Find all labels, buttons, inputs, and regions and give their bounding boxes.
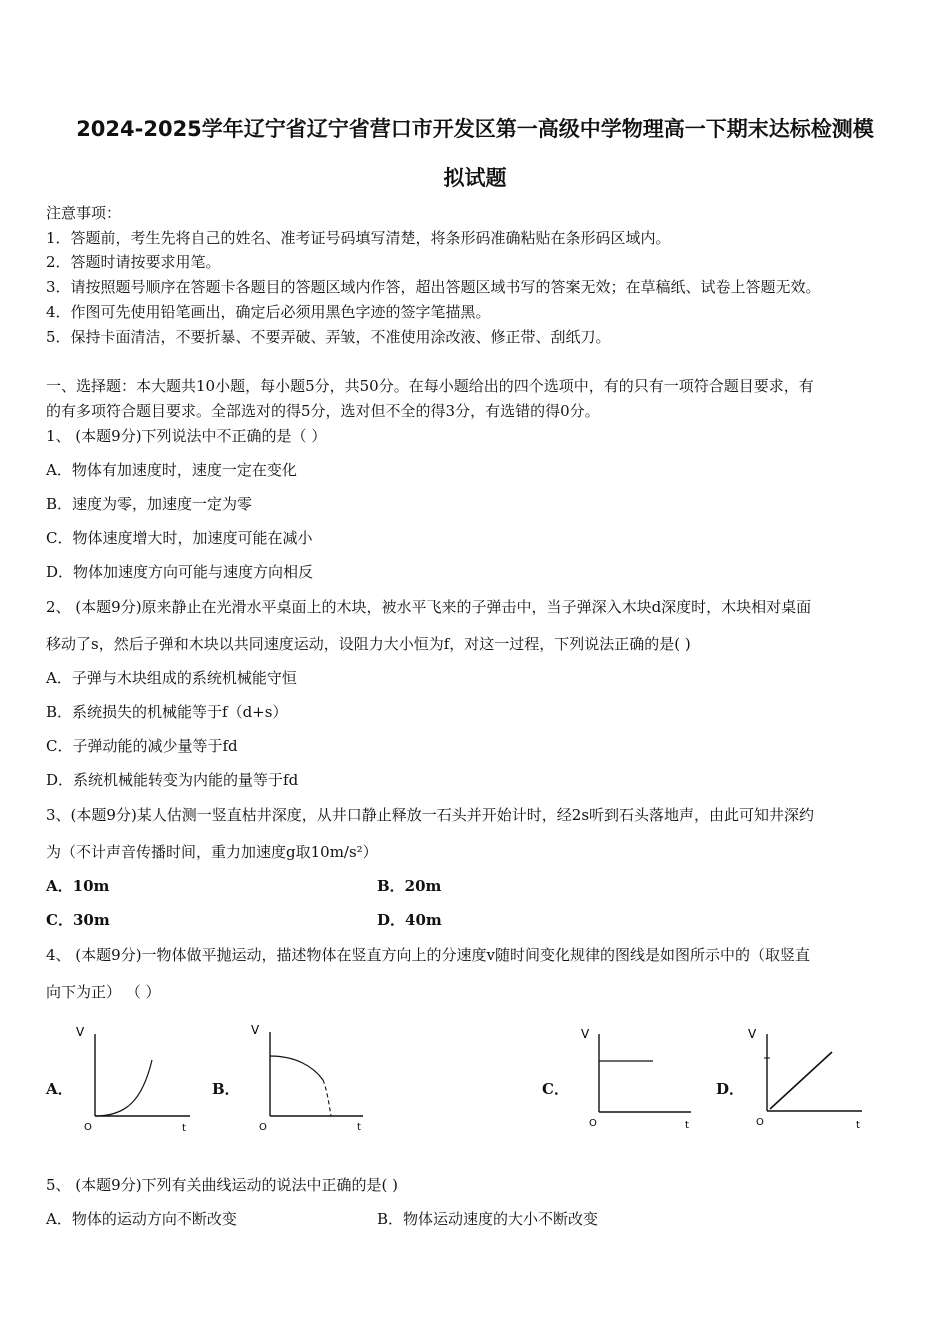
v-label: V	[251, 1023, 260, 1037]
t-label: t	[182, 1123, 186, 1134]
q4-graph-label-d: D．	[716, 1080, 745, 1098]
q2-option-b: B．系统损失的机械能等于f（d+s）	[46, 703, 288, 721]
q4-stem-cont: 向下为正） （ ）	[46, 983, 161, 1001]
t-label: t	[856, 1120, 860, 1131]
q4-graph-label-c: C．	[542, 1080, 569, 1098]
section-heading: 一、选择题：本大题共10小题，每小题5分，共50分。在每小题给出的四个选项中，有的只有一项符合题目要求，有	[46, 377, 814, 395]
q1-option-a: A．物体有加速度时，速度一定在变化	[46, 461, 297, 479]
notice-item: 5．保持卡面清洁，不要折暴、不要弄破、弄皱，不准使用涂改液、修正带、刮纸刀。	[46, 328, 611, 346]
q3-stem-cont: 为（不计声音传播时间，重力加速度g取10m/s²）	[46, 843, 378, 861]
q3-option-b: B．20m	[377, 877, 442, 895]
q3-option-a: A．10m	[46, 877, 110, 895]
q4-graph-label-b: B．	[212, 1080, 240, 1098]
q2-stem-cont: 移动了s，然后子弹和木块以共同速度运动，设阻力大小恒为f，对这一过程，下列说法正确的是( )	[46, 635, 691, 653]
page-title: 2024-2025学年辽宁省辽宁省营口市开发区第一高级中学物理高一下期末达标检测模	[76, 117, 874, 141]
origin-label: O	[589, 1118, 597, 1129]
q3-option-d: D．40m	[377, 911, 442, 929]
q4-stem: 4、 (本题9分)一物体做平抛运动，描述物体在竖直方向上的分速度v随时间变化规律的图线是如图所示中的（取竖直	[46, 946, 811, 964]
q2-option-c: C．子弹动能的减少量等于fd	[46, 737, 238, 755]
origin-label: O	[756, 1117, 764, 1128]
notice-item: 1．答题前，考生先将自己的姓名、准考证号码填写清楚，将条形码准确粘贴在条形码区域内。	[46, 229, 671, 247]
v-label: V	[581, 1027, 590, 1041]
q4-graph-c	[575, 1020, 705, 1135]
q1-stem: 1、 (本题9分)下列说法中不正确的是（ ）	[46, 427, 327, 445]
q2-option-d: D．系统机械能转变为内能的量等于fd	[46, 771, 299, 789]
q5-stem: 5、 (本题9分)下列有关曲线运动的说法中正确的是( )	[46, 1176, 399, 1194]
notice-item: 4．作图可先使用铅笔画出，确定后必须用黑色字迹的签字笔描黑。	[46, 303, 491, 321]
dashed-curve	[323, 1080, 331, 1116]
curve	[270, 1056, 323, 1080]
v-label: V	[748, 1027, 757, 1041]
q2-option-a: A．子弹与木块组成的系统机械能守恒	[46, 669, 297, 687]
t-label: t	[685, 1120, 689, 1131]
origin-label: O	[84, 1122, 92, 1133]
q1-option-c: C．物体速度增大时，加速度可能在减小	[46, 529, 313, 547]
notice-heading: 注意事项：	[46, 204, 122, 222]
page-title-cont: 拟试题	[443, 166, 507, 190]
origin-label: O	[259, 1122, 267, 1133]
q4-graph-b	[245, 1018, 375, 1133]
v-label: V	[76, 1025, 85, 1039]
q3-stem: 3、(本题9分)某人估测一竖直枯井深度，从井口静止释放一石头并开始计时，经2s听到石头落地声，由此可知井深约	[46, 806, 815, 824]
notice-item: 2．答题时请按要求用笔。	[46, 253, 221, 271]
q1-option-b: B．速度为零，加速度一定为零	[46, 495, 253, 513]
q2-stem: 2、 (本题9分)原来静止在光滑水平桌面上的木块，被水平飞来的子弹击中，当子弹深入木块d深度时，木块相对桌面	[46, 598, 812, 616]
curve	[95, 1060, 152, 1116]
q5-option-b: B．物体运动速度的大小不断改变	[377, 1210, 599, 1228]
q5-option-a: A．物体的运动方向不断改变	[46, 1210, 237, 1228]
q1-option-d: D．物体加速度方向可能与速度方向相反	[46, 563, 314, 581]
linear-line	[770, 1052, 832, 1109]
t-label: t	[357, 1122, 361, 1133]
section-heading-cont: 的有多项符合题目要求。全部选对的得5分，选对但不全的得3分，有选错的得0分。	[46, 402, 600, 420]
q3-option-c: C．30m	[46, 911, 110, 929]
q4-graph-label-a: A．	[46, 1080, 73, 1098]
notice-item: 3．请按照题号顺序在答题卡各题目的答题区域内作答，超出答题区域书写的答案无效；在草稿纸、试卷上答题无效。	[46, 278, 821, 296]
q4-graph-a	[70, 1020, 200, 1135]
q4-graph-d	[742, 1020, 877, 1135]
